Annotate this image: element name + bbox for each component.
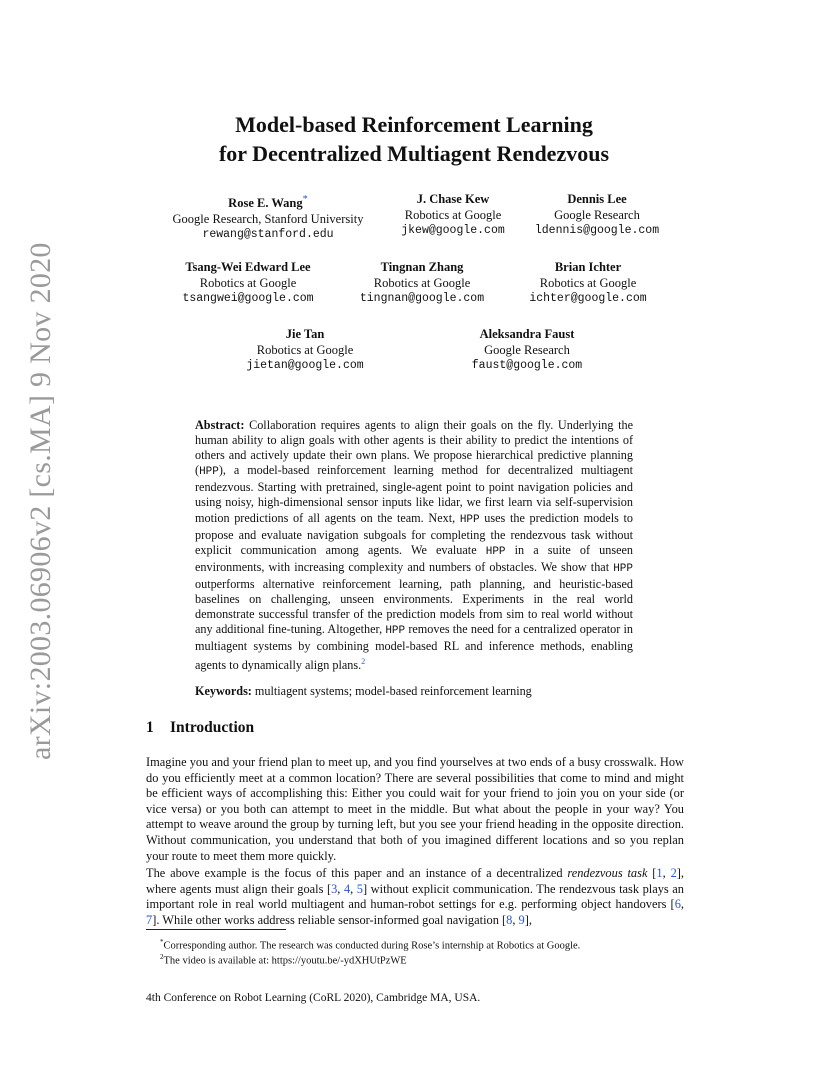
- keywords-label: Keywords:: [195, 684, 252, 698]
- author-affiliation: Google Research, Stanford University: [172, 211, 364, 226]
- footnote-1: *Corresponding author. The research was conducted during Rose’s internship at Robotics at Google.: [160, 938, 581, 952]
- author-affiliation: Robotics at Google: [539, 275, 637, 290]
- author-name: Brian Ichter: [554, 260, 622, 274]
- abstract-label: Abstract:: [195, 418, 245, 432]
- section-heading: [146, 719, 254, 737]
- citation-link[interactable]: 4: [343, 881, 351, 896]
- corresponding-footnote-link[interactable]: *: [302, 194, 308, 205]
- arxiv-watermark: arXiv:2003.06906v2 [cs.MA] 9 Nov 2020: [24, 242, 57, 760]
- method-acronym: HPP: [385, 625, 406, 638]
- author-block: [468, 260, 708, 307]
- footnote-divider: [146, 929, 286, 930]
- author-name: Rose E. Wang*: [228, 194, 308, 211]
- citation-link[interactable]: 1: [656, 866, 663, 880]
- author-email: tingnan@google.com: [359, 292, 485, 305]
- author-email: faust@google.com: [471, 359, 583, 372]
- method-acronym: HPP: [459, 513, 480, 526]
- author-email: jietan@google.com: [246, 359, 364, 372]
- intro-paragraph-2: The above example is the focus of this paper and an instance of a decentralized rendezvous task [1, 2], where agents must align their goals [3, 4, 5] without explicit communication. The rendezvous task plays an important role in real world multiagent and human-robot settings for e.g. performing object handovers [6, 7]. While other works address reliable sensor-informed goal navigation [8, 9],: [146, 866, 684, 927]
- author-name: J. Chase Kew: [416, 192, 490, 206]
- citation-link[interactable]: 9: [518, 912, 525, 927]
- author-name: Dennis Lee: [567, 192, 627, 206]
- author-email: ldennis@google.com: [534, 224, 660, 237]
- title-line-2: for Decentralized Multiagent Rendezvous: [218, 141, 610, 166]
- citation-link[interactable]: 5: [356, 881, 363, 896]
- paper-title: [0, 110, 828, 168]
- citation-link[interactable]: 2: [670, 866, 677, 880]
- author-affiliation: Robotics at Google: [373, 275, 471, 290]
- author-block: [185, 327, 425, 374]
- author-email: ichter@google.com: [529, 292, 647, 305]
- author-affiliation: Google Research: [484, 342, 570, 357]
- citation-link[interactable]: 7: [146, 912, 153, 927]
- citation-link[interactable]: 3: [331, 881, 338, 896]
- keywords-text: multiagent systems; model-based reinforcement learning: [251, 684, 532, 698]
- venue-line: 4th Conference on Robot Learning (CoRL 2020), Cambridge MA, USA.: [146, 992, 481, 1004]
- author-name: Tsang-Wei Edward Lee: [185, 260, 311, 274]
- author-block: [407, 327, 647, 374]
- intro-paragraph-1: Imagine you and your friend plan to meet up, and you find yourselves at two ends of a busy crosswalk. How do you efficiently meet at a common location? There are several possibilities that come to mind and might be efficient ways of accomplishing this: Either you could wait for your friend to join you on your side (or vice versa) or you both can attempt to meet in the middle. But what about the people in your way? You attempt to weave around the group by turning left, but you see your friend heading in the opposite direction. Without communication, you understand that both of you imagined different locations and so you replan your route to meet them more quickly.: [146, 755, 684, 863]
- footnote-2: $^2$The video is available at: https://youtu.be/-ydXHUtPzWE: [160, 953, 407, 967]
- video-footnote-link[interactable]: 2: [361, 657, 366, 667]
- citation-link[interactable]: 8: [506, 912, 513, 927]
- author-email: rewang@stanford.edu: [202, 228, 334, 242]
- author-affiliation: Robotics at Google: [256, 342, 354, 357]
- author-email: jkew@google.com: [401, 224, 505, 237]
- abstract: Abstract: Collaboration requires agents to align their goals on the fly. Underlying the human ability to align goals with other agents is their ability to predict the intentions of others and actively update their own plans. We propose hierarchical predictive planning (HPP), a model-based reinforcement learning method for decentralized multiagent rendezvous. Starting with pretrained, single-agent point to point navigation policies and using noisy, high-dimensional sensor inputs like lidar, we first learn via self-supervision motion predictions of all agents on the team. Next, HPP uses the prediction models to propose and evaluate navigation subgoals for completing the rendezvous task without explicit communication among agents. We evaluate HPP in a suite of unseen environments, with increasing complexity and numbers of obstacles. We show that HPP outperforms alternative reinforcement learning, path planning, and heuristic-based baselines on challenging, unseen environments. Experiments in the real world demonstrate successful transfer of the prediction models from sim to real world without any additional fine-tuning. Altogether, HPP removes the need for a centralized operator in multiagent systems by combining model-based RL and inference methods, enabling agents to dynamically align plans.$^2$: [195, 418, 634, 673]
- author-name: Aleksandra Faust: [479, 327, 575, 341]
- author-affiliation: Google Research: [554, 207, 640, 222]
- citation-link[interactable]: 6: [674, 897, 681, 912]
- author-block: [477, 192, 717, 239]
- title-line-1: Model-based Reinforcement Learning: [235, 112, 593, 137]
- method-acronym: HPP: [613, 562, 633, 575]
- author-name: Tingnan Zhang: [380, 260, 464, 274]
- author-affiliation: Robotics at Google: [404, 207, 502, 222]
- section-number: 1: [146, 719, 154, 736]
- section-title: Introduction: [170, 719, 255, 736]
- author-email: tsangwei@google.com: [182, 292, 314, 305]
- author-name: Jie Tan: [285, 327, 325, 341]
- method-acronym: HPP: [485, 545, 506, 558]
- method-acronym: HPP: [199, 466, 219, 479]
- keywords: [195, 684, 532, 699]
- author-affiliation: Robotics at Google: [199, 275, 297, 290]
